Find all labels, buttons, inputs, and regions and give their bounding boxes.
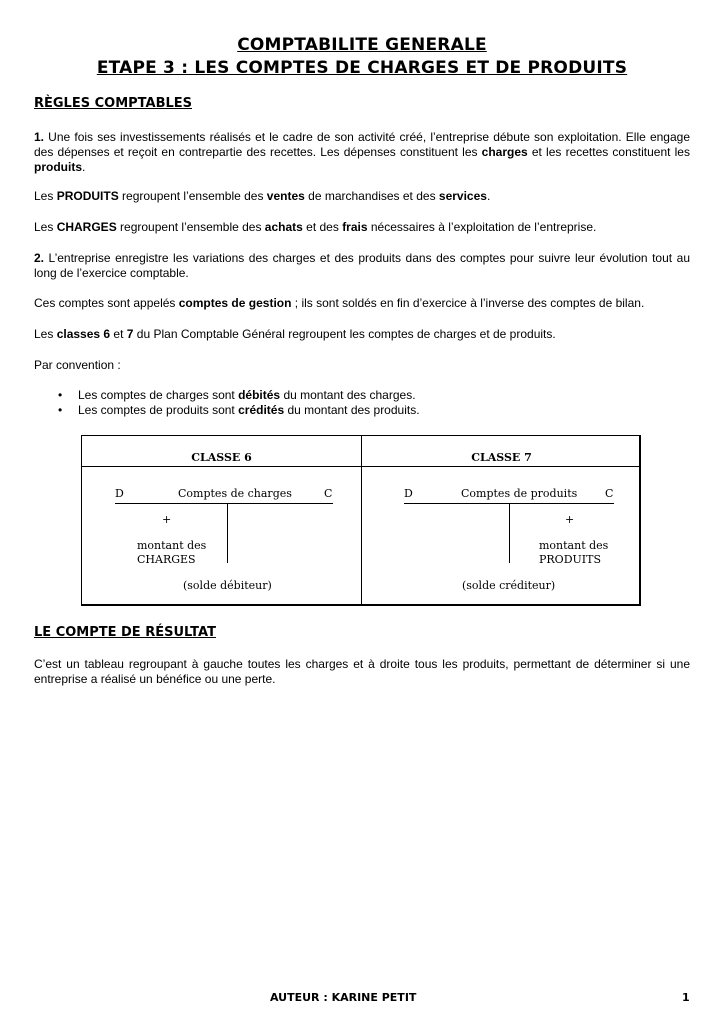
section-title-regles: RÈGLES COMPTABLES — [34, 96, 193, 111]
convention-list — [34, 388, 420, 418]
class-6-heading: CLASSE 6 — [191, 451, 252, 464]
paragraph-convention: Par convention : — [34, 358, 121, 372]
paragraph-produits: Les PRODUITS regroupent l’ensemble des ventes de marchandises et des services. — [34, 189, 491, 203]
class-7-amount-line1: montant des — [539, 539, 609, 552]
class-6-amount-line1: montant des — [137, 539, 207, 552]
class-7-amount-line2: PRODUITS — [539, 553, 602, 566]
class-6-balance-label: (solde débiteur) — [183, 579, 272, 592]
class-7-plus-sign: + — [565, 513, 575, 526]
paragraph-charges: Les CHARGES regroupent l’ensemble des achats et des frais nécessaires à l’exploitation de l’entreprise. — [34, 220, 597, 234]
class-7-account-label: Comptes de produits — [461, 487, 578, 500]
paragraph-compte-resultat: C’est un tableau regroupant à gauche toutes les charges et à droite tous les produits, permettant de déterminer si une entreprise a réalisé un bénéfice ou une perte. — [34, 657, 690, 686]
class-6-account-label: Comptes de charges — [178, 487, 292, 500]
class-7-credit-label: C — [605, 487, 614, 500]
class-6-plus-sign: + — [162, 513, 172, 526]
page-number: 1 — [682, 991, 690, 1004]
class-6-t-account-vertical — [227, 503, 228, 563]
class-7-t-account-vertical — [509, 503, 510, 563]
class-6-t-account-horizontal — [115, 503, 333, 504]
paragraph-1: 1. Une fois ses investissements réalisés et le cadre de son activité créé, l’entreprise débute son exploitation. Elle engage des dépenses et reçoit en contrepartie des recettes. Les dépenses constituent les charges et les recettes constituent les produits. — [34, 130, 690, 174]
class-6-debit-label: D — [115, 487, 124, 500]
list-item: • Les comptes de produits sont crédités du montant des produits. — [78, 403, 420, 418]
class-6-amount-line2: CHARGES — [137, 553, 196, 566]
section-title-compte-resultat: LE COMPTE DE RÉSULTAT — [34, 625, 216, 640]
table-header-divider — [82, 466, 639, 467]
document-title-line2: ETAPE 3 : LES COMPTES DE CHARGES ET DE PRODUITS — [96, 58, 628, 78]
class-7-debit-label: D — [404, 487, 413, 500]
paragraph-comptes-gestion: Ces comptes sont appelés comptes de gestion ; ils sont soldés en fin d’exercice à l’inverse des comptes de bilan. — [34, 296, 645, 310]
accounts-table — [81, 435, 641, 606]
class-6-credit-label: C — [324, 487, 333, 500]
class-7-heading: CLASSE 7 — [471, 451, 532, 464]
footer-author: AUTEUR : KARINE PETIT — [270, 991, 417, 1004]
list-item: • Les comptes de charges sont débités du montant des charges. — [78, 388, 420, 403]
paragraph-classes: Les classes 6 et 7 du Plan Comptable Général regroupent les comptes de charges et de produits. — [34, 327, 556, 341]
class-7-balance-label: (solde créditeur) — [462, 579, 556, 592]
paragraph-2: 2. L’entreprise enregistre les variations des charges et des produits dans des comptes pour suivre leur évolution tout au long de l’exercice comptable. — [34, 251, 690, 280]
document-title-line1: COMPTABILITE GENERALE — [237, 35, 487, 55]
